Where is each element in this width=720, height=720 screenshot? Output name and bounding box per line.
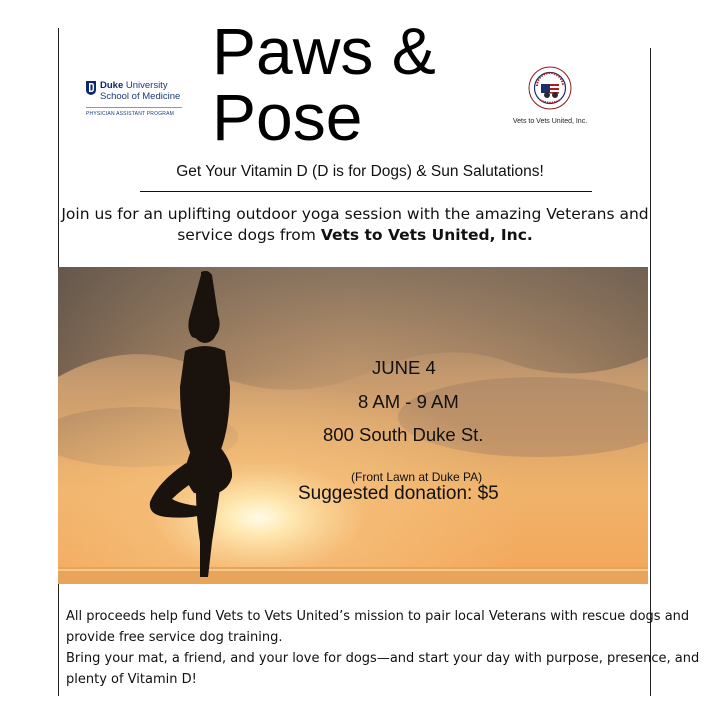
right-border-line [650, 48, 651, 696]
subtitle-divider [140, 191, 592, 192]
bottom-text [66, 606, 706, 690]
duke-logo [86, 80, 186, 117]
intro-text-body: Join us for an uplifting outdoor yoga session with the amazing Veterans and service dogs from [61, 205, 649, 244]
vets-to-vets-seal-icon [528, 66, 572, 110]
duke-wordmark [100, 80, 180, 102]
duke-name-rest: University [123, 80, 168, 91]
subtitle: Get Your Vitamin D (D is for Dogs) & Sun Salutations! [176, 163, 544, 180]
page-title [212, 14, 436, 154]
event-donation: Suggested donation: $5 [298, 483, 499, 504]
event-address: 800 South Duke St. [323, 424, 484, 445]
vets-logo-caption: Vets to Vets United, Inc. [512, 118, 588, 125]
intro-text [60, 204, 650, 246]
duke-shield-icon [86, 81, 96, 95]
title-line-2: Pose [212, 80, 363, 154]
vets-to-vets-logo [500, 66, 600, 125]
duke-program-label: PHYSICIAN ASSISTANT PROGRAM [86, 111, 175, 117]
duke-name-bold: Duke [100, 80, 124, 91]
proceeds-paragraph: All proceeds help fund Vets to Vets United’s mission to pair local Veterans with rescue dogs and provide free service dog training. [66, 609, 690, 645]
event-time: 8 AM - 9 AM [358, 391, 459, 412]
event-location-note: (Front Lawn at Duke PA) [351, 470, 483, 484]
invitation-paragraph: Bring your mat, a friend, and your love for dogs—and start your day with purpose, presence, and plenty of Vitamin D! [66, 651, 700, 687]
duke-school: School of Medicine [100, 91, 181, 102]
duke-logo-divider [86, 107, 182, 108]
title-line-1: Paws & [212, 14, 436, 88]
event-date: JUNE 4 [372, 357, 436, 378]
intro-org-name: Vets to Vets United, Inc. [320, 226, 533, 244]
